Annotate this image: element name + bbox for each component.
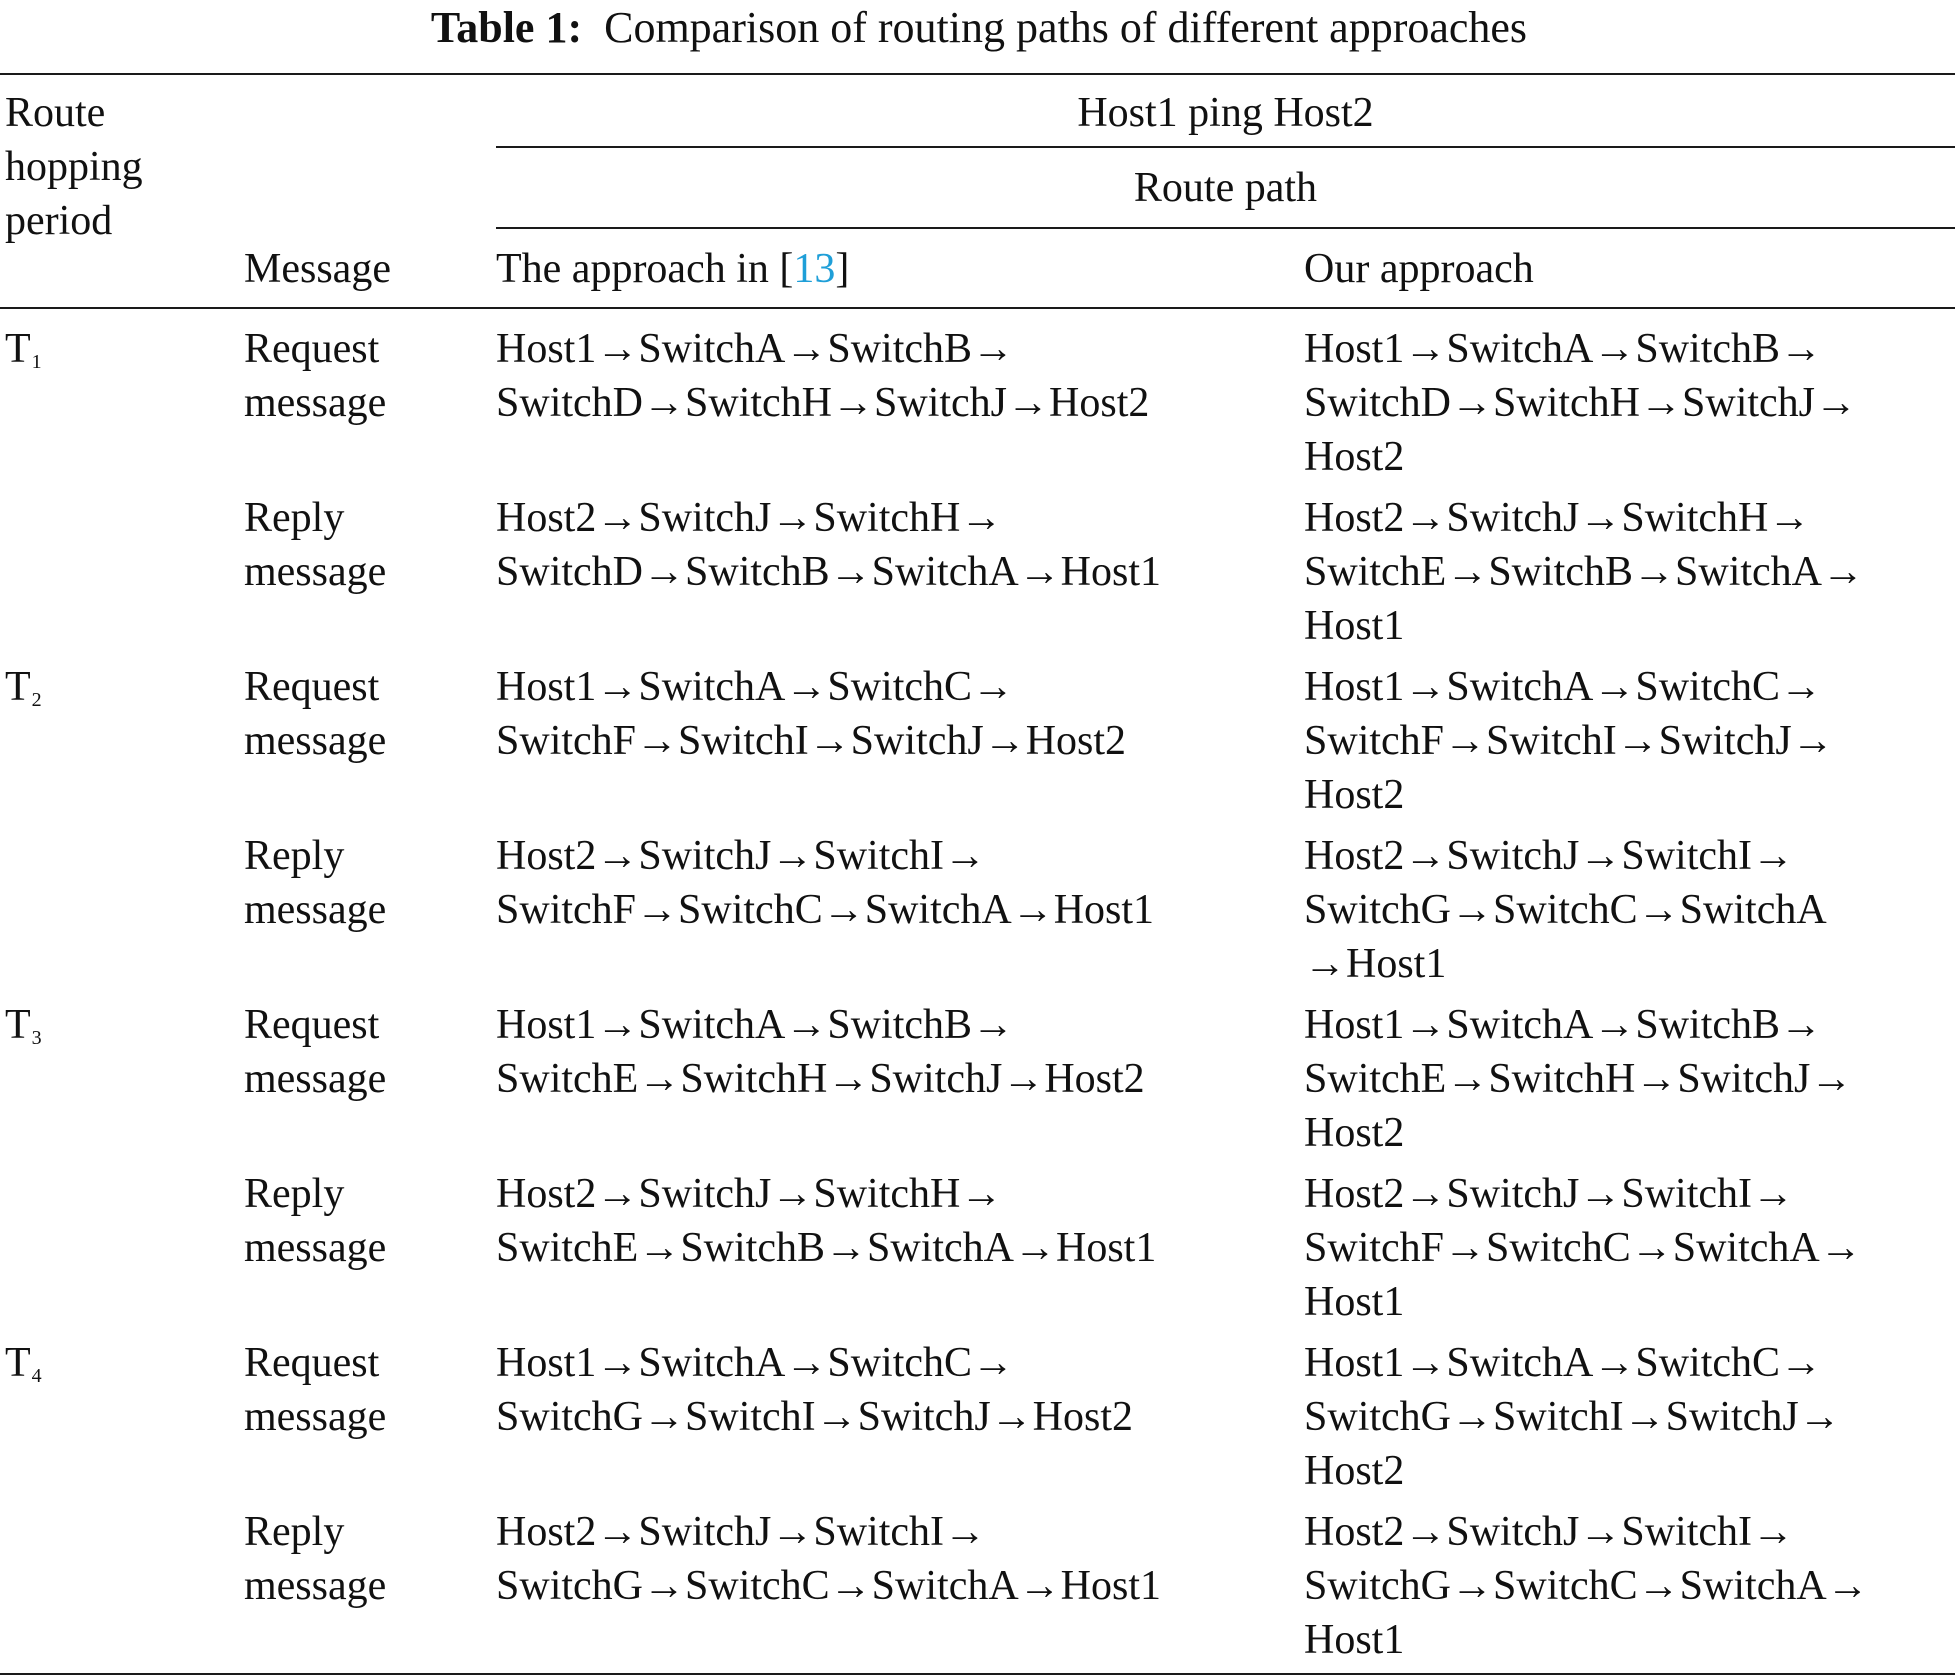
header-our-approach: Our approach <box>1304 246 1534 292</box>
header-message: Message <box>244 246 391 292</box>
our-approach-path-line: SwitchE→SwitchB→SwitchA→ <box>1304 549 1865 595</box>
approach13-path-cell <box>496 1505 1161 1613</box>
period-label: T <box>5 1002 31 1048</box>
our-approach-path-line: Host2 <box>1304 1110 1405 1156</box>
message-cell <box>244 660 386 768</box>
period-subscript: 3 <box>31 1027 42 1049</box>
table-caption <box>0 4 1958 52</box>
message-line: message <box>244 887 387 933</box>
header-approach-13 <box>496 242 849 296</box>
approach13-path-line: Host2→SwitchJ→SwitchI→ <box>496 833 987 879</box>
message-line: message <box>244 718 387 764</box>
message-line: Request <box>244 1002 380 1048</box>
message-cell <box>244 1167 386 1275</box>
message-cell <box>244 491 386 599</box>
header-period-line: Route <box>5 90 106 136</box>
caption-label: Table 1: <box>430 3 583 52</box>
our-approach-path-line: Host1→SwitchA→SwitchB→ <box>1304 1002 1823 1048</box>
period-subscript: 2 <box>31 689 42 711</box>
our-approach-path-cell <box>1304 491 1864 653</box>
message-line: Request <box>244 1340 380 1386</box>
approach13-path-line: Host1→SwitchA→SwitchB→ <box>496 326 1015 372</box>
our-approach-path-line: Host2→SwitchJ→SwitchH→ <box>1304 495 1811 541</box>
caption-text: Comparison of routing paths of different approaches <box>604 3 1528 52</box>
our-approach-path-line: Host1 <box>1304 1279 1405 1325</box>
message-line: message <box>244 1563 387 1609</box>
message-cell <box>244 322 386 430</box>
our-approach-path-line: Host1 <box>1304 1617 1405 1663</box>
message-line: message <box>244 1056 387 1102</box>
header-route-hopping-period <box>5 86 143 248</box>
our-approach-path-cell <box>1304 998 1852 1160</box>
approach13-path-line: SwitchF→SwitchI→SwitchJ→Host2 <box>496 718 1127 764</box>
approach13-path-line: SwitchE→SwitchB→SwitchA→Host1 <box>496 1225 1157 1271</box>
message-line: message <box>244 1225 387 1271</box>
our-approach-path-line: Host2→SwitchJ→SwitchI→ <box>1304 1171 1795 1217</box>
approach13-path-line: Host1→SwitchA→SwitchC→ <box>496 1340 1015 1386</box>
approach13-path-cell <box>496 1167 1156 1275</box>
approach-prefix: The approach in [ <box>496 246 794 292</box>
our-approach-path-line: Host2→SwitchJ→SwitchI→ <box>1304 1509 1795 1555</box>
header-period-line: hopping <box>5 144 143 190</box>
message-line: Request <box>244 664 380 710</box>
approach13-path-cell <box>496 1336 1133 1444</box>
host-ping-rule <box>496 146 1955 148</box>
our-approach-path-cell <box>1304 1336 1841 1498</box>
message-cell <box>244 829 386 937</box>
message-line: message <box>244 1394 387 1440</box>
our-approach-path-line: Host1→SwitchA→SwitchB→ <box>1304 326 1823 372</box>
our-approach-path-line: Host2 <box>1304 772 1405 818</box>
approach13-path-cell <box>496 660 1126 768</box>
our-approach-path-cell <box>1304 322 1857 484</box>
approach13-path-line: Host2→SwitchJ→SwitchI→ <box>496 1509 987 1555</box>
approach13-path-line: Host1→SwitchA→SwitchC→ <box>496 664 1015 710</box>
our-approach-path-line: Host1→SwitchA→SwitchC→ <box>1304 664 1823 710</box>
our-approach-path-line: Host2→SwitchJ→SwitchI→ <box>1304 833 1795 879</box>
approach13-path-line: SwitchD→SwitchH→SwitchJ→Host2 <box>496 380 1150 426</box>
citation-link[interactable]: 13 <box>793 246 836 292</box>
approach13-path-cell <box>496 322 1149 430</box>
period-cell <box>5 660 42 721</box>
message-line: Reply <box>244 833 345 879</box>
our-approach-path-line: SwitchF→SwitchC→SwitchA→ <box>1304 1225 1862 1271</box>
period-subscript: 4 <box>31 1365 42 1387</box>
approach13-path-line: Host2→SwitchJ→SwitchH→ <box>496 1171 1003 1217</box>
approach13-path-cell <box>496 491 1161 599</box>
our-approach-path-line: SwitchD→SwitchH→SwitchJ→ <box>1304 380 1858 426</box>
message-line: message <box>244 549 387 595</box>
our-approach-path-cell <box>1304 829 1827 991</box>
period-label: T <box>5 326 31 372</box>
approach13-path-line: Host1→SwitchA→SwitchB→ <box>496 1002 1015 1048</box>
our-approach-path-line: Host1 <box>1304 603 1405 649</box>
message-line: message <box>244 380 387 426</box>
our-approach-path-line: Host2 <box>1304 434 1405 480</box>
our-approach-path-cell <box>1304 1167 1862 1329</box>
approach13-path-line: Host2→SwitchJ→SwitchH→ <box>496 495 1003 541</box>
route-path-rule <box>496 227 1955 229</box>
our-approach-path-line: SwitchF→SwitchI→SwitchJ→ <box>1304 718 1834 764</box>
approach13-path-line: SwitchE→SwitchH→SwitchJ→Host2 <box>496 1056 1145 1102</box>
header-period-line: period <box>5 198 113 244</box>
message-cell <box>244 1505 386 1613</box>
our-approach-path-line: SwitchG→SwitchI→SwitchJ→ <box>1304 1394 1841 1440</box>
our-approach-path-line: SwitchE→SwitchH→SwitchJ→ <box>1304 1056 1853 1102</box>
top-rule <box>0 73 1955 75</box>
bottom-rule <box>0 1673 1955 1675</box>
message-line: Reply <box>244 1171 345 1217</box>
approach-suffix: ] <box>835 246 850 292</box>
approach13-path-cell <box>496 998 1145 1106</box>
our-approach-path-line: Host2 <box>1304 1448 1405 1494</box>
period-cell <box>5 1336 42 1397</box>
header-bottom-rule <box>0 307 1955 309</box>
our-approach-path-line: Host1→SwitchA→SwitchC→ <box>1304 1340 1823 1386</box>
approach13-path-line: SwitchG→SwitchC→SwitchA→Host1 <box>496 1563 1162 1609</box>
message-cell <box>244 1336 386 1444</box>
approach13-path-cell <box>496 829 1154 937</box>
header-host-ping: Host1 ping Host2 <box>1077 90 1374 136</box>
our-approach-path-line: →Host1 <box>1304 941 1447 987</box>
period-subscript: 1 <box>31 351 42 373</box>
message-cell <box>244 998 386 1106</box>
approach13-path-line: SwitchG→SwitchI→SwitchJ→Host2 <box>496 1394 1134 1440</box>
period-cell <box>5 998 42 1059</box>
period-cell <box>5 322 42 383</box>
message-line: Reply <box>244 495 345 541</box>
approach13-path-line: SwitchD→SwitchB→SwitchA→Host1 <box>496 549 1162 595</box>
approach13-path-line: SwitchF→SwitchC→SwitchA→Host1 <box>496 887 1155 933</box>
period-label: T <box>5 1340 31 1386</box>
period-label: T <box>5 664 31 710</box>
our-approach-path-line: SwitchG→SwitchC→SwitchA→ <box>1304 1563 1869 1609</box>
our-approach-path-cell <box>1304 660 1834 822</box>
our-approach-path-line: SwitchG→SwitchC→SwitchA <box>1304 887 1827 933</box>
message-line: Request <box>244 326 380 372</box>
message-line: Reply <box>244 1509 345 1555</box>
header-route-path: Route path <box>1133 165 1318 211</box>
our-approach-path-cell <box>1304 1505 1869 1667</box>
